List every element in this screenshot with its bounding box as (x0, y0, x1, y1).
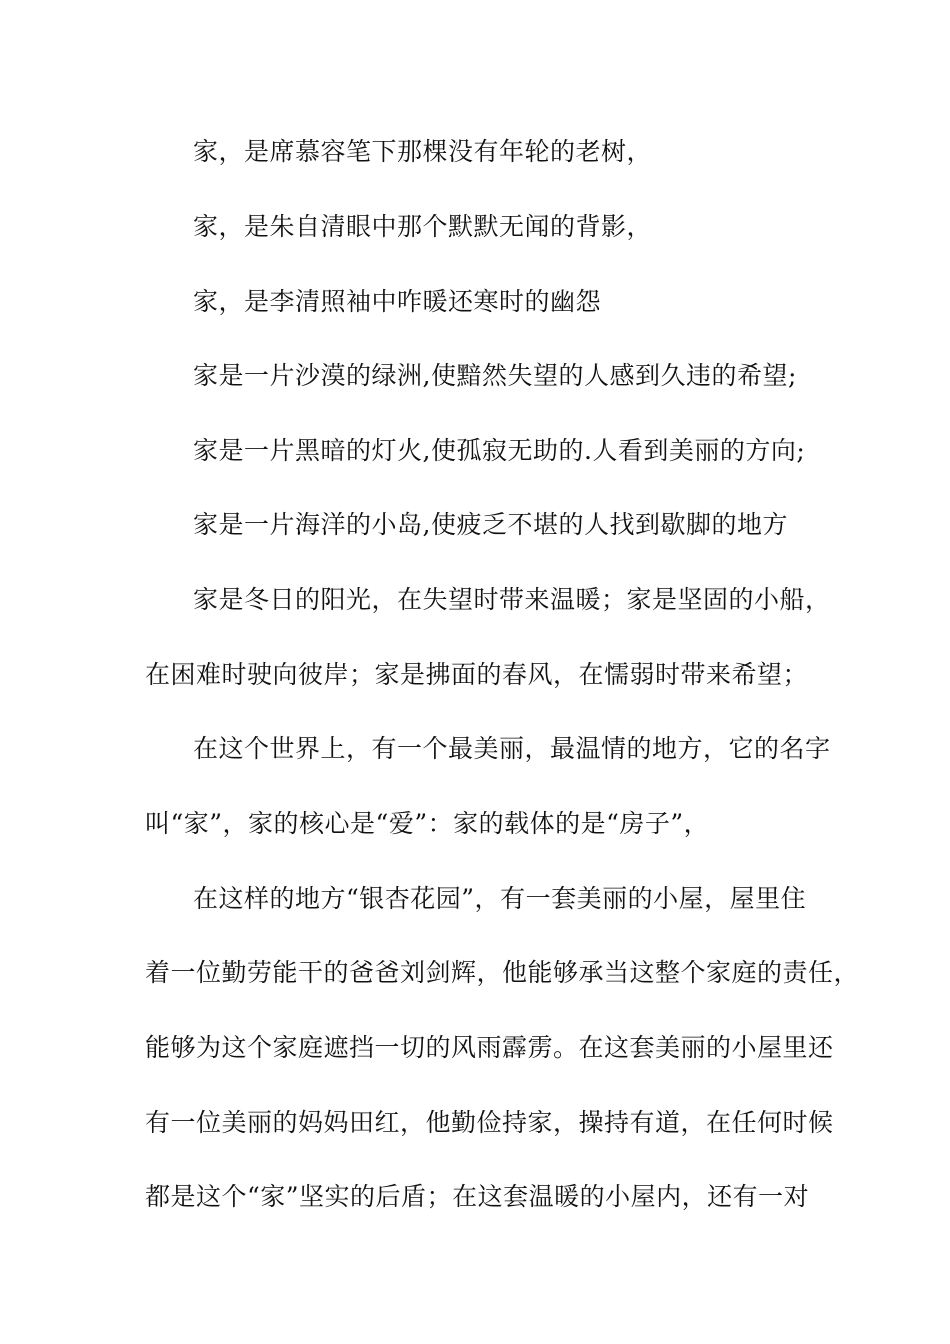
text-line: 都是这个“家”坚实的后盾；在这套温暖的小屋内，还有一对 (145, 1182, 810, 1211)
text-line: 能够为这个家庭遮挡一切的风雨霹雳。在这套美丽的小屋里还 (145, 1033, 834, 1062)
text-line: 家是冬日的阳光，在失望时带来温暖；家是坚固的小船， (193, 585, 831, 614)
text-line: 在这个世界上，有一个最美丽，最温情的地方，它的名字 (193, 734, 831, 763)
text-line: 家，是李清照袖中咋暖还寒时的幽怨 (193, 287, 602, 316)
text-line: 家是一片沙漠的绿洲,使黯然失望的人感到久违的希望; (193, 361, 797, 390)
text-line: 叫“家”，家的核心是“爱”：家的载体的是“房子”， (145, 809, 710, 838)
text-line: 家，是席慕容笔下那棵没有年轮的老树， (193, 137, 653, 166)
text-line: 在这样的地方“银杏花园”，有一套美丽的小屋，屋里住 (193, 884, 807, 913)
text-line: 家是一片海洋的小岛,使疲乏不堪的人找到歇脚的地方 (193, 510, 788, 539)
text-line: 家，是朱自清眼中那个默默无闻的背影， (193, 212, 653, 241)
text-line: 着一位勤劳能干的爸爸刘剑辉，他能够承当这整个家庭的责任， (145, 958, 860, 987)
text-line: 在困难时驶向彼岸；家是拂面的春风，在懦弱时带来希望； (145, 660, 809, 689)
text-line: 家是一片黑暗的灯火,使孤寂无助的.人看到美丽的方向; (193, 436, 806, 465)
text-line: 有一位美丽的妈妈田红，他勤俭持家，操持有道，在任何时候 (145, 1108, 834, 1137)
